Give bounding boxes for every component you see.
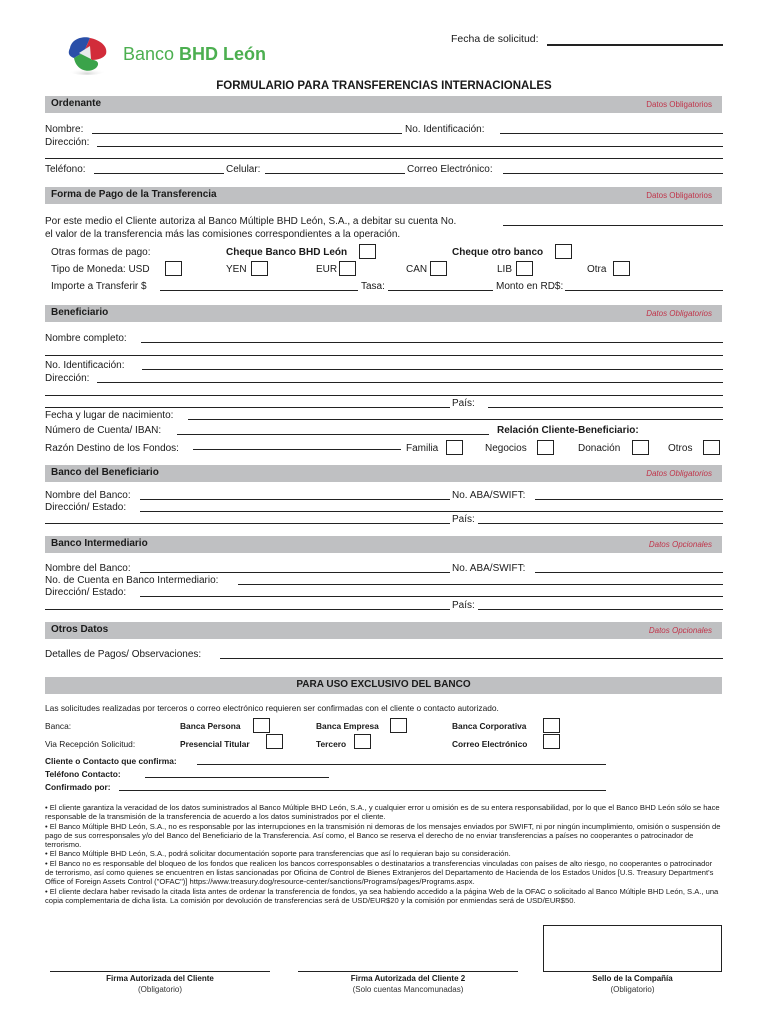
legal-item: • El cliente garantiza la veracidad de los datos suministrados al Banco Múltiple BHD León, S.A., y cualquier error u omisión es de su entera responsabilidad, por lo que el Banco BHD León sólo se hace responsable de la transmisión de la transferencia de acuerdo a los datos suministrados por el cliente. [45, 803, 720, 822]
firma-cliente-2-title: Firma Autorizada del Cliente 2 [350, 974, 466, 983]
firma-cliente-2-sub: (Solo cuentas Mancomunadas) [352, 985, 464, 994]
detalles-label: Detalles de Pagos/ Observaciones: [45, 649, 202, 660]
familia-checkbox[interactable] [446, 440, 463, 455]
cuenta-iban-field[interactable] [177, 434, 489, 435]
banca-empresa-label: Banca Empresa [316, 721, 379, 731]
section-title: Banco Intermediario [51, 538, 148, 549]
bi-direccion-label: Dirección/ Estado: [45, 587, 127, 598]
correo-label: Correo Electrónico: [407, 164, 493, 175]
section-uso-banco [45, 677, 722, 694]
firma-cliente-2-line[interactable] [298, 971, 518, 972]
section-ordenante [45, 96, 722, 113]
cheque-bhd-checkbox[interactable] [359, 244, 376, 259]
direccion-label: Dirección: [45, 137, 90, 148]
legal-item: • El Banco no es responsable del bloqueo de los fondos que realicen los bancos corresponsables o destinatarios a transferencias vinculadas con países de alto riesgo, no cooperantes o patrocinador de terrorismo, así como quienes se encuentren en listas sancionadas por Oficina de Control de Bienes Extranjeros del Departamento de Hacienda de los Estados Unidos [U.S. Treasury Department's Office of Foreign Assets Control ("OFAC")] https://www.treasury.dog/resource-center/sanctions/Programs/pages/Programs.aspx. [45, 858, 714, 887]
donacion-label: Donación [578, 443, 621, 454]
eur-checkbox[interactable] [339, 261, 356, 276]
section-title: Beneficiario [51, 307, 109, 318]
legal-item: • El Banco Múltiple BHD León, S.A., no es responsable por las interrupciones en la transmisión ni demoras de los mensajes enviados por SWIFT, ni por ningún incumplimiento, omisión o suspensión de pago de sus corresponsales y/o del Banco del Beneficiario de la Transferencia. Así como, el Banco se reserva el derecho de no enviar transferencias a países no cooperantes o patrocinador de terrorismo. [45, 821, 721, 850]
bi-pais-field[interactable] [478, 609, 723, 610]
direccion-field[interactable] [97, 146, 723, 147]
brand-name [123, 44, 266, 65]
bi-pais-label: País: [452, 600, 475, 611]
section-otros-datos [45, 622, 722, 639]
bi-direccion-field[interactable] [140, 596, 723, 597]
confirmado-por-field[interactable] [119, 790, 606, 791]
correo-electronico-checkbox[interactable] [543, 734, 560, 749]
importe-label: Importe a Transferir $ [51, 281, 147, 292]
cheque-otro-label: Cheque otro banco [452, 247, 544, 258]
lib-checkbox[interactable] [516, 261, 533, 276]
lib-label: LIB [497, 264, 513, 275]
bhd-leon-logo-icon [62, 34, 112, 76]
negocios-checkbox[interactable] [537, 440, 554, 455]
bi-cuenta-field[interactable] [238, 584, 723, 585]
tipo-moneda-label: Tipo de Moneda: USD [51, 264, 150, 275]
can-checkbox[interactable] [430, 261, 447, 276]
nombre-field[interactable] [92, 133, 402, 134]
bb-aba-label: No. ABA/SWIFT: [452, 490, 526, 501]
eur-label: EUR [316, 264, 338, 275]
bank-logo [62, 34, 112, 76]
celular-field[interactable] [265, 173, 405, 174]
razon-field[interactable] [193, 449, 401, 450]
section-beneficiario [45, 305, 722, 322]
brand-prefix: Banco [123, 44, 180, 64]
ben-direccion-label: Dirección: [45, 373, 90, 384]
correo-field[interactable] [503, 173, 723, 174]
via-label: Via Recepción Solicitud: [45, 739, 136, 749]
presencial-checkbox[interactable] [266, 734, 283, 749]
correo-electronico-label: Correo Electrónico [452, 739, 528, 749]
cuenta-no-field[interactable] [503, 225, 723, 226]
legal-disclaimers [45, 803, 722, 905]
tasa-label: Tasa: [361, 281, 385, 292]
ben-no-id-field[interactable] [142, 369, 723, 370]
banca-empresa-checkbox[interactable] [390, 718, 407, 733]
nombre-completo-label: Nombre completo: [45, 333, 127, 344]
sello-box[interactable] [543, 925, 722, 972]
telefono-field[interactable] [94, 173, 224, 174]
section-title: PARA USO EXCLUSIVO DEL BANCO [296, 679, 471, 690]
firma-cliente-title: Firma Autorizada del Cliente [106, 974, 214, 983]
section-banco-beneficiario [45, 465, 722, 482]
tercero-label: Tercero [316, 739, 347, 749]
banca-persona-label: Banca Persona [180, 721, 241, 731]
nombre-label: Nombre: [45, 124, 84, 135]
bb-aba-field[interactable] [535, 499, 723, 500]
otras-formas-label: Otras formas de pago: [51, 247, 151, 258]
section-title: Banco del Beneficiario [51, 467, 159, 478]
telefono-contacto-field[interactable] [145, 777, 329, 778]
section-banco-intermediario [45, 536, 722, 553]
donacion-checkbox[interactable] [632, 440, 649, 455]
importe-field[interactable] [160, 290, 358, 291]
ben-no-id-label: No. Identificación: [45, 360, 125, 371]
direccion-field-2[interactable] [45, 158, 723, 159]
bi-cuenta-label: No. de Cuenta en Banco Intermediario: [45, 575, 219, 586]
bb-pais-label: País: [452, 514, 475, 525]
otra-label: Otra [587, 264, 607, 275]
monto-label: Monto en RD$: [496, 281, 564, 292]
required-badge: Datos Obligatorios [646, 469, 712, 478]
bb-direccion-field[interactable] [140, 511, 723, 512]
confirmado-por-label: Confirmado por: [45, 782, 111, 792]
fecha-lugar-label: Fecha y lugar de nacimiento: [45, 410, 174, 421]
firma-cliente-sub: (Obligatorio) [137, 985, 182, 994]
otros-label: Otros [668, 443, 693, 454]
no-id-label: No. Identificación: [405, 124, 485, 135]
bb-pais-field[interactable] [478, 523, 723, 524]
ben-direccion-field-3[interactable] [45, 407, 450, 408]
sello-title: Sello de la Compañía [592, 974, 673, 983]
section-title: Ordenante [51, 98, 102, 109]
yen-checkbox[interactable] [251, 261, 268, 276]
nombre-completo-field-2[interactable] [45, 355, 723, 356]
fecha-lugar-field[interactable] [188, 419, 723, 420]
fecha-label: Fecha de solicitud: [451, 33, 539, 45]
telefono-contacto-label: Teléfono Contacto: [45, 769, 121, 779]
telefono-label: Teléfono: [45, 164, 86, 175]
required-badge: Datos Obligatorios [646, 191, 712, 200]
bi-direccion-field-2[interactable] [45, 609, 450, 610]
celular-label: Celular: [226, 164, 261, 175]
bb-direccion-label: Dirección/ Estado: [45, 502, 127, 513]
no-id-field[interactable] [500, 133, 723, 134]
razon-label: Razón Destino de los Fondos: [45, 443, 179, 454]
ben-pais-field[interactable] [488, 407, 723, 408]
cliente-confirma-label: Cliente o Contacto que confirma: [45, 756, 177, 766]
bi-aba-field[interactable] [535, 572, 723, 573]
fecha-field[interactable] [547, 44, 723, 46]
banca-corporativa-checkbox[interactable] [543, 718, 560, 733]
tasa-field[interactable] [388, 290, 493, 291]
cliente-confirma-field[interactable] [197, 764, 606, 765]
uso-nota: Las solicitudes realizadas por terceros o correo electrónico requieren ser confirmadas con el cliente o contacto autorizado. [45, 703, 499, 713]
ben-pais-label: País: [452, 398, 475, 409]
cheque-otro-checkbox[interactable] [555, 244, 572, 259]
familia-label: Familia [406, 443, 439, 454]
autoriza-text-2: el valor de la transferencia más las comisiones correspondientes a la operación. [45, 229, 401, 240]
bb-nombre-banco-label: Nombre del Banco: [45, 490, 131, 501]
relacion-label: Relación Cliente-Beneficiario: [497, 425, 639, 436]
sello-sub: (Obligatorio) [610, 985, 655, 994]
tercero-checkbox[interactable] [354, 734, 371, 749]
section-title: Otros Datos [51, 624, 109, 635]
legal-item: • El Banco Múltiple BHD León, S.A., podrá solicitar documentación soporte para transferencias que así lo requieran bajo su consideración. [45, 849, 511, 859]
detalles-field[interactable] [220, 658, 723, 659]
autoriza-text: Por este medio el Cliente autoriza al Banco Múltiple BHD León, S.A., a debitar su cuenta No. [45, 216, 457, 227]
nombre-completo-field[interactable] [141, 342, 723, 343]
cheque-bhd-label: Cheque Banco BHD León [226, 247, 348, 258]
bb-direccion-field-2[interactable] [45, 523, 450, 524]
firma-cliente-line[interactable] [50, 971, 270, 972]
ben-direccion-field-2[interactable] [45, 395, 723, 396]
otra-checkbox[interactable] [613, 261, 630, 276]
bi-nombre-banco-field[interactable] [140, 572, 450, 573]
optional-badge: Datos Opcionales [648, 540, 712, 549]
monto-field[interactable] [565, 290, 723, 291]
section-title: Forma de Pago de la Transferencia [51, 189, 217, 200]
negocios-label: Negocios [485, 443, 527, 454]
bi-nombre-banco-label: Nombre del Banco: [45, 563, 131, 574]
yen-label: YEN [226, 264, 247, 275]
banca-label: Banca: [45, 721, 72, 731]
bi-aba-label: No. ABA/SWIFT: [452, 563, 526, 574]
legal-item: • El cliente declara haber revisado la citada lista antes de ordenar la transferencia de fondos, ya sea habiendo accedido a la página Web de la OFAC o solicitado al Banco Múltiple BHD León, S.A., una copia complementaria de dicha lista. La comisión por devolución de transferencias será de USD/EUR$20 y la comisión por enmiendas será de USD/EUR$50. [45, 886, 719, 905]
ben-direccion-field[interactable] [97, 382, 723, 383]
required-badge: Datos Obligatorios [646, 309, 712, 318]
required-badge: Datos Obligatorios [646, 100, 712, 109]
optional-badge: Datos Opcionales [648, 626, 712, 635]
can-label: CAN [406, 264, 428, 275]
cuenta-iban-label: Número de Cuenta/ IBAN: [45, 425, 162, 436]
section-forma-pago [45, 187, 722, 204]
banca-corporativa-label: Banca Corporativa [452, 721, 527, 731]
form-title: FORMULARIO PARA TRANSFERENCIAS INTERNACIONALES [216, 80, 552, 92]
presencial-label: Presencial Titular [180, 739, 250, 749]
bb-nombre-banco-field[interactable] [140, 499, 450, 500]
usd-checkbox[interactable] [165, 261, 182, 276]
otros-checkbox[interactable] [703, 440, 720, 455]
banca-persona-checkbox[interactable] [253, 718, 270, 733]
brand-bold: BHD León [179, 44, 267, 64]
